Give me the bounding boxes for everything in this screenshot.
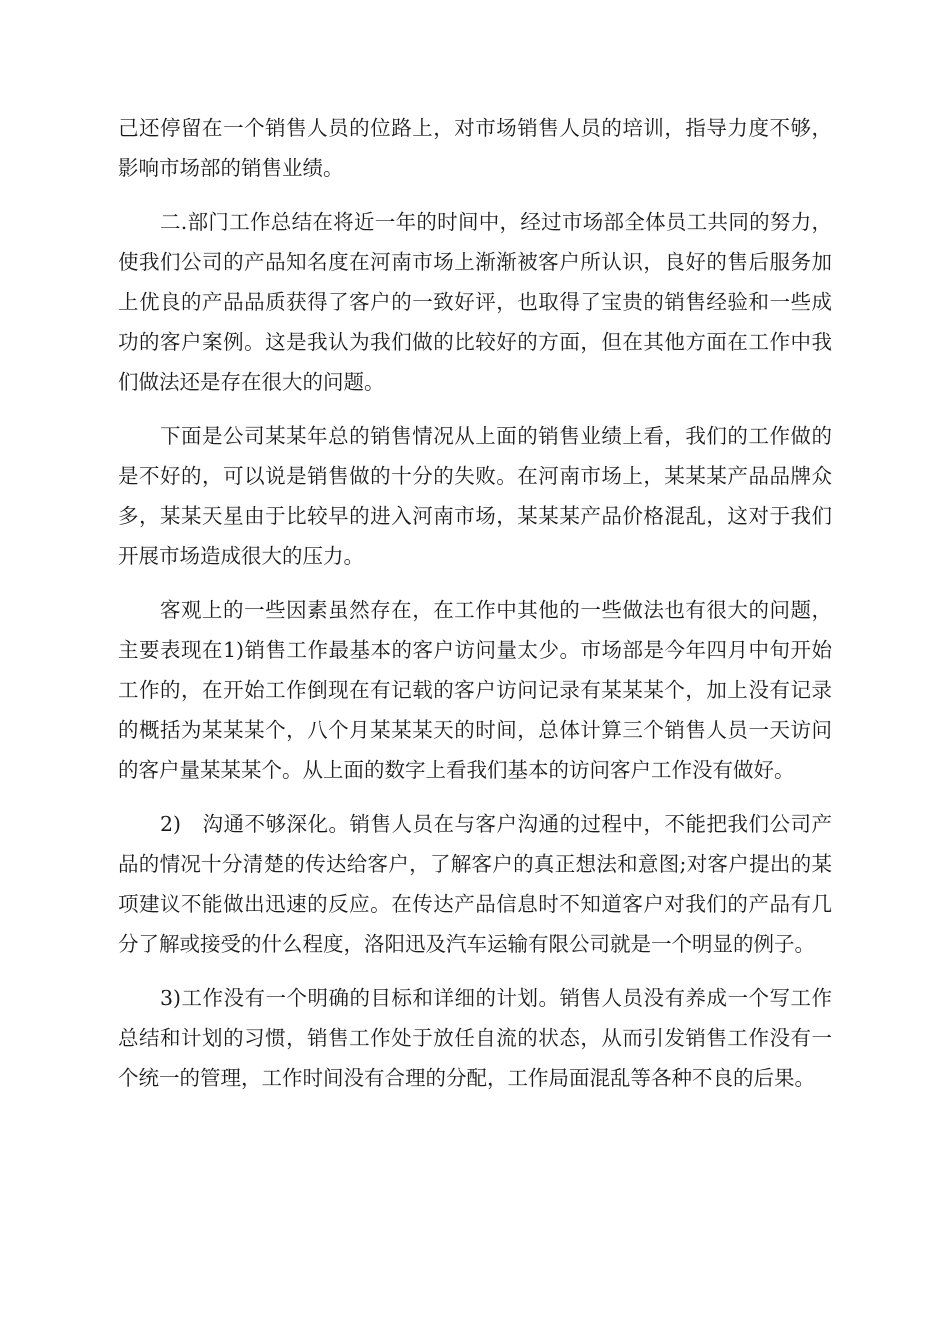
paragraph-5: 2) 沟通不够深化。销售人员在与客户沟通的过程中，不能把我们公司产品的情况十分清楚的传达给客户，了解客户的真正想法和意图;对客户提出的某项建议不能做出迅速的反应。在传达产品信息时不知道客户对我们的产品有几分了解或接受的什么程度，洛阳迅及汽车运输有限公司就是一个明显的例子。: [118, 812, 832, 956]
paragraph-3: 下面是公司某某年总的销售情况从上面的销售业绩上看，我们的工作做的是不好的，可以说是销售做的十分的失败。在河南市场上，某某某产品品牌众多，某某天星由于比较早的进入河南市场，某某某产品价格混乱，这对于我们开展市场造成很大的压力。: [118, 424, 832, 568]
paragraph-1: 己还停留在一个销售人员的位路上，对市场销售人员的培训，指导力度不够，影响市场部的销售业绩。: [118, 116, 832, 180]
document-body: [118, 108, 832, 1112]
paragraph-4: 客观上的一些因素虽然存在，在工作中其他的一些做法也有很大的问题，主要表现在1)销售工作最基本的客户访问量太少。市场部是今年四月中旬开始工作的，在开始工作倒现在有记载的客户访问记录有某某某个，加上没有记录的概括为某某某个，八个月某某某天的时间，总体计算三个销售人员一天访问的客户量某某某个。从上面的数字上看我们基本的访问客户工作没有做好。: [118, 598, 832, 782]
paragraph-6: 3)工作没有一个明确的目标和详细的计划。销售人员没有养成一个写工作总结和计划的习惯，销售工作处于放任自流的状态，从而引发销售工作没有一个统一的管理，工作时间没有合理的分配，工作局面混乱等各种不良的后果。: [118, 986, 832, 1090]
paragraph-2: 二.部门工作总结在将近一年的时间中，经过市场部全体员工共同的努力，使我们公司的产品知名度在河南市场上渐渐被客户所认识，良好的售后服务加上优良的产品品质获得了客户的一致好评，也取得了宝贵的销售经验和一些成功的客户案例。这是我认为我们做的比较好的方面，但在其他方面在工作中我们做法还是存在很大的问题。: [118, 210, 832, 394]
